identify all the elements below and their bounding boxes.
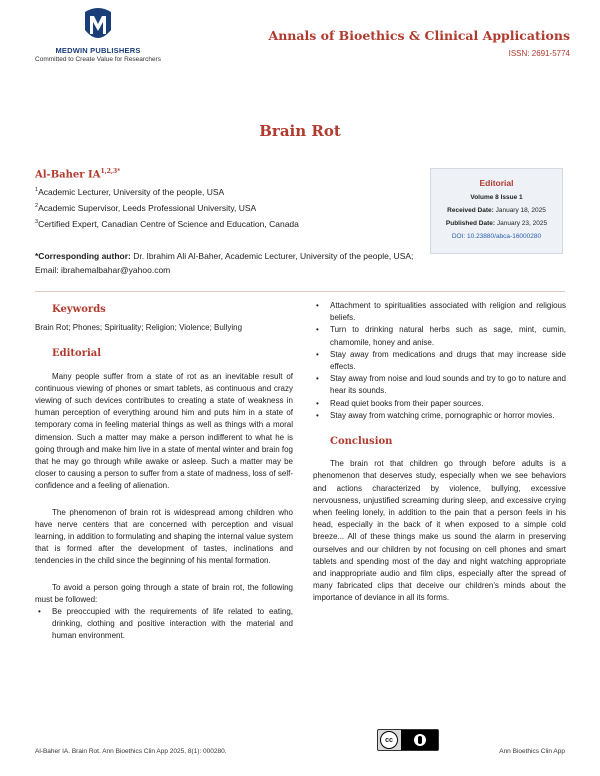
affiliation-3 bbox=[35, 219, 299, 229]
editorial-paragraph-1: Many people suffer from a state of rot as an inevitable result of continuous viewing of phones or smart tablets, as continuous and crazy viewing of such devices contributes to creating a state of weakness in human perception of everything around him and puts him in a state of temporary coma in feeling material things as well as things with a moral dimension. Such a matter may make a person indifferent to what he is going through and make him live in a state of mental winter and brain fog that he may go through while awake or asleep. Such a matter may be closer to causing a person to suffer from a state of madness, loss of self-confidence and a feeling of alienation. bbox=[35, 371, 293, 491]
conclusion-text: The brain rot that children go through before adults is a phenomenon that deserves study, especially when we see behaviors and actions characterized by violence, bullying, excessive nervousness, unjustified screaming during sleep, and excessive crying when feeling lonely, in addition to the pain that a person feels in his head, especially in the back of it when exposed to a simple cold breeze... All of these things make us sound the alarm in preserving ourselves and our children by not focusing on cell phones and smart tablets and spending most of the day and night watching appropriate and inappropriate audio and film clips, especially after the spread of many fabricated clips that deceive our children's minds about the importance of deviance in all its forms. bbox=[313, 459, 566, 603]
by-icon bbox=[401, 730, 438, 750]
volume-issue bbox=[431, 194, 562, 201]
aff-text: Academic Lecturer, University of the people, USA bbox=[38, 187, 225, 197]
keywords-heading: Keywords bbox=[52, 304, 106, 315]
list-item: • Stay away from noise and loud sounds and try to go to nature and hear its sounds. bbox=[313, 373, 566, 397]
list-item: • Stay away from watching crime, pornographic or horror movies. bbox=[313, 410, 566, 422]
publisher-logo bbox=[28, 6, 168, 63]
right-column bbox=[313, 300, 566, 605]
list-item: • Read quiet books from their paper sources. bbox=[313, 398, 566, 410]
list-item: • Stay away from medications and drugs that may increase side effects. bbox=[313, 349, 566, 373]
left-column bbox=[35, 300, 293, 643]
recommendations-list-right bbox=[313, 300, 566, 422]
received-value: January 18, 2025 bbox=[495, 207, 546, 214]
published-date bbox=[431, 220, 562, 227]
recommendations-list-left bbox=[35, 606, 293, 643]
received-label: Received Date: bbox=[447, 207, 494, 214]
aff-text: Certified Expert, Canadian Centre of Science and Education, Canada bbox=[38, 219, 299, 229]
author-sup: 1,2,3* bbox=[100, 168, 121, 175]
keywords-text: Brain Rot; Phones; Spirituality; Religion; Violence; Bullying bbox=[35, 323, 243, 333]
aff-text: Academic Supervisor, Leeds Professional University, USA bbox=[38, 203, 257, 213]
editorial-paragraph-2: The phenomenon of brain rot is widespread among children who have nerve centers that are concerned with perception and visual learning, in addition to formulating and shaping the internal value system that is formed after the development of tastes, inclinations and tendencies in the child since the beginning of his mental formation. bbox=[35, 507, 293, 566]
author-name bbox=[35, 168, 120, 180]
footer-journal: Ann Bioethics Clin App bbox=[499, 748, 565, 755]
medwin-logo-icon bbox=[81, 6, 115, 44]
editorial-info-box bbox=[430, 168, 563, 254]
footer-citation: Al-Baher IA. Brain Rot. Ann Bioethics Clin App 2025, 8(1): 000280. bbox=[35, 748, 227, 755]
affiliation-1 bbox=[35, 187, 224, 197]
journal-issn: ISSN: 2691-5774 bbox=[508, 49, 570, 58]
list-item: • Be preoccupied with the requirements of life related to eating, drinking, clothing and positive interaction with the material and human environment. bbox=[35, 606, 293, 643]
publisher-name: MEDWIN PUBLISHERS bbox=[55, 46, 141, 55]
editorial-heading: Editorial bbox=[52, 348, 102, 360]
affiliation-2 bbox=[35, 203, 256, 213]
list-item: • Attachment to spiritualities associated with religion and religious beliefs. bbox=[313, 300, 566, 324]
list-item: • Turn to drinking natural herbs such as sage, mint, cumin, chamomile, honey and anise. bbox=[313, 324, 566, 348]
editorial-box-heading: Editorial bbox=[479, 178, 514, 188]
section-divider bbox=[35, 291, 565, 292]
aff-num: 3 bbox=[35, 219, 39, 226]
doi-link[interactable]: DOI: 10.23880/abca-16000280 bbox=[451, 233, 542, 240]
corr-label: *Corresponding author: bbox=[35, 251, 131, 261]
cc-icon: cc bbox=[380, 731, 398, 749]
author-text: Al-Baher IA bbox=[35, 169, 101, 181]
publisher-tagline: Committed to Create Value for Researchers bbox=[35, 56, 161, 63]
published-value: January 23, 2025 bbox=[496, 220, 548, 227]
cc-license-badge[interactable] bbox=[377, 729, 439, 751]
received-date bbox=[431, 207, 562, 214]
editorial-paragraph-3: To avoid a person going through a state of brain rot, the following must be followed: bbox=[35, 582, 293, 604]
conclusion-heading: Conclusion bbox=[330, 436, 393, 448]
corresponding-author bbox=[35, 249, 425, 277]
aff-num: 1 bbox=[35, 187, 39, 194]
corr-text: Dr. Ibrahim Ali Al-Baher, Academic Lecturer, University of the people, USA; Email: ibrahemalbahar@yahoo.com bbox=[35, 251, 414, 275]
aff-num: 2 bbox=[35, 203, 39, 210]
journal-header bbox=[269, 28, 571, 58]
volume-text: Volume 8 Issue 1 bbox=[470, 194, 523, 201]
article-title: Brain Rot bbox=[259, 122, 341, 140]
journal-title: Annals of Bioethics & Clinical Applications bbox=[268, 28, 570, 43]
published-label: Published Date: bbox=[445, 220, 496, 227]
